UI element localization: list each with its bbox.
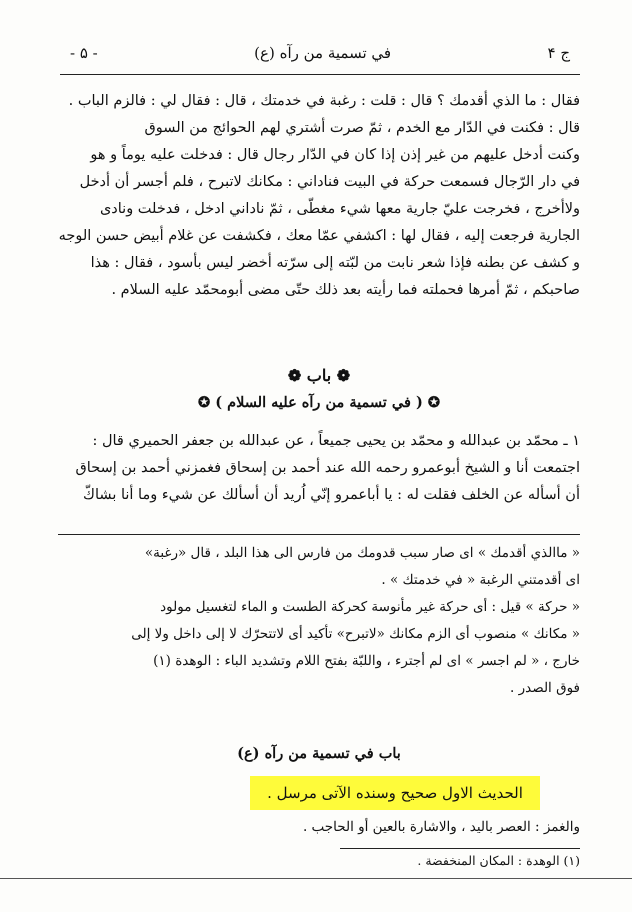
commentary-divider (58, 534, 580, 535)
main-text (58, 88, 580, 304)
note-line: خارج ، « لم اجسر » اى لم أجترء ، واللبّة بفتح اللام وتشديد الباء : الوهدة (١) (153, 653, 580, 669)
hadith-text (58, 428, 580, 509)
star-icon: ✪ (427, 394, 441, 411)
text-line: فقال : ما الذي أقدمك ؟ قال : قلت : رغبة في خدمتك ، قال : فقال لي : فالزم الباب . (68, 93, 580, 109)
hadith-line: أن أسأله عن الخلف فقلت له : يا أباعمرو إنّي اُريد أن أسألك عن شيء وما أنا بشاكّ (83, 487, 580, 503)
text-line: الجارية فرجعت إليه ، فقال لها : اكشفي عمّا معك ، فكشفت عن غلام أبيض حسن الوجه (58, 228, 580, 244)
note-line: اى أقدمتني الرغبة « في خدمتك » . (381, 572, 580, 588)
header-divider (60, 74, 580, 75)
chapter-subheading (58, 389, 580, 416)
note-line: فوق الصدر . (510, 680, 580, 696)
text-line: و كشف عن بطنه فإذا شعر نابت من لبّته إلى سرّته أخضر ليس بأسود ، فقال : هذا (90, 255, 580, 271)
gloss-block (58, 814, 580, 841)
text-line: صاحبكم ، ثمّ أمرها فحملته فما رأيته بعد ذلك حتّى مضى أبومحمّد عليه السلام . (111, 282, 580, 298)
chapter-heading (58, 362, 580, 389)
highlighted-note: الحديث الاول صحيح وسنده الآتى مرسل . (250, 776, 540, 810)
ornament-icon: ❁ (287, 366, 302, 385)
text-line: في دار الرّجال فسمعت حركة في البيت فناداني : مكانك لاتبرح ، فلم أجسر أن أدخل (79, 174, 580, 190)
commentary-notes (58, 540, 580, 702)
note-line: « حركة » قيل : أى حركة غير مأنوسة كحركة الطست و الماء لتغسيل مولود (160, 599, 580, 615)
hadith-line: ١ ـ محمّد بن عبدالله و محمّد بن يحيى جميعاً ، عن عبدالله بن جعفر الحميري قال : (92, 433, 580, 449)
text-line: قال : فكنت في الدّار مع الخدم ، ثمّ صرت أشتري لهم الحوائج من السوق (144, 120, 580, 136)
star-icon: ✪ (197, 394, 211, 411)
section-title-block (58, 740, 580, 767)
page-header (70, 38, 570, 68)
footnote-divider (340, 848, 580, 849)
chapter-subheading-text: ( في تسمية من رآه عليه السلام ) (215, 394, 423, 411)
page-number: - ۵ - (70, 44, 98, 62)
chapter-heading-block (58, 362, 580, 416)
running-title: في تسمية من رآه (ع) (254, 44, 392, 62)
note-line: « ماالذي أقدمك » اى صار سبب قدومك من فارس الى هذا البلد ، قال «رغبة» (144, 545, 580, 561)
page-bottom-edge (0, 878, 632, 879)
chapter-heading-text: باب (306, 366, 332, 385)
hadith-line: اجتمعت أنا و الشيخ أبوعمرو رحمه الله عند أحمد بن إسحاق فغمزني أحمد بن إسحاق (75, 460, 580, 476)
volume-label: ج ۴ (547, 44, 570, 62)
gloss-line: والغمز : العصر باليد ، والاشارة بالعين أو الحاجب . (302, 819, 580, 835)
text-line: وكنت أدخل عليهم من غير إذن إذا كان في الدّار رجال قال : فدخلت عليه يوماً و هو (90, 147, 580, 163)
ornament-icon: ❁ (336, 366, 351, 385)
note-line: « مكانك » منصوب أى الزم مكانك «لاتبرح» تأكيد أى لاتتحرّك لا إلى داخل ولا إلى (131, 626, 580, 642)
text-line: ولاأخرج ، فخرجت عليّ جارية معها شيء مغطّى ، ثمّ ناداني ادخل ، فدخلت ونادى (99, 201, 580, 217)
section-title: باب في تسمية من رآه (ع) (237, 745, 401, 762)
footnote: (١) الوهدة : المكان المنخفضة . (417, 853, 580, 868)
